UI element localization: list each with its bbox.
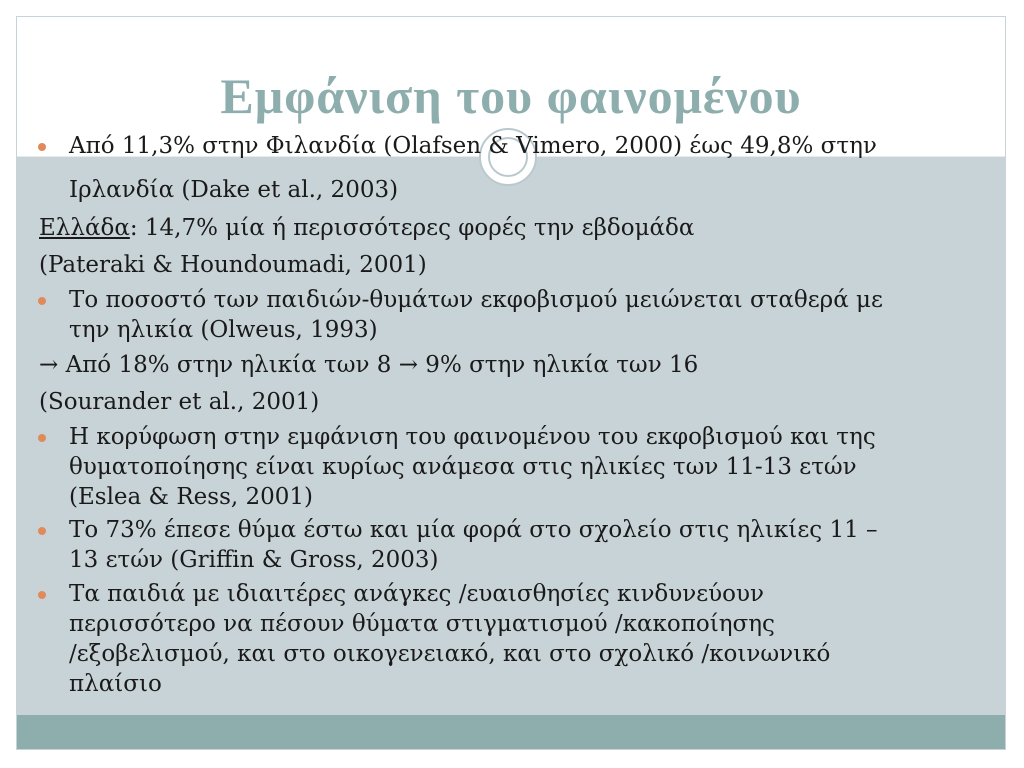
greece-label: Ελλάδα: [39, 215, 130, 241]
body-line: (Pateraki & Houndoumadi, 2001): [39, 252, 427, 278]
body-line: περισσότερο να πέσουν θύματα στιγματισμού /κακοποίησης: [69, 611, 775, 637]
body-line: Τα παιδιά με ιδιαιτέρες ανάγκες /ευαισθησίες κινδυνεύουν: [69, 581, 764, 607]
body-line: (Eslea & Ress, 2001): [69, 484, 314, 510]
body-line: πλαίσιο: [69, 671, 162, 697]
body-line: Από 11,3% στην Φιλανδία (Olafsen & Vimero, 2000) έως 49,8% στην: [69, 133, 877, 159]
bullet-icon: [38, 297, 46, 305]
body-line: Ιρλανδία (Dake et al., 2003): [69, 177, 399, 203]
body-line: Το ποσοστό των παιδιών-θυμάτων εκφοβισμού μειώνεται σταθερά με: [69, 287, 883, 313]
body-line: την ηλικία (Olweus, 1993): [69, 317, 378, 343]
body-line: Η κορύφωση στην εμφάνιση του φαινομένου του εκφοβισμού και της: [69, 424, 876, 450]
bullet-icon: [38, 527, 46, 535]
slide: [16, 16, 1006, 750]
slide-title: Εμφάνιση του φαινομένου: [220, 68, 802, 124]
body-line: /εξοβελισμού, και στο οικογενειακό, και στο σχολικό /κοινωνικό: [69, 641, 831, 667]
greece-text: : 14,7% μία ή περισσότερες φορές την εβδομάδα: [129, 215, 695, 241]
bullet-icon: [38, 143, 46, 151]
greece-line: [39, 213, 694, 243]
body-line: (Sourander et al., 2001): [39, 389, 320, 415]
body-line: θυματοποίησης είναι κυρίως ανάμεσα στις ηλικίες των 11-13 ετών: [69, 454, 857, 480]
bullet-icon: [38, 591, 46, 599]
body-line: Το 73% έπεσε θύμα έστω και μία φορά στο σχολείο στις ηλικίες 11 –: [69, 517, 878, 543]
body-line: 13 ετών (Griffin & Gross, 2003): [69, 547, 439, 573]
bullet-icon: [38, 434, 46, 442]
footer-band: [17, 715, 1005, 750]
body-line: → Από 18% στην ηλικία των 8 → 9% στην ηλικία των 16: [39, 352, 699, 378]
